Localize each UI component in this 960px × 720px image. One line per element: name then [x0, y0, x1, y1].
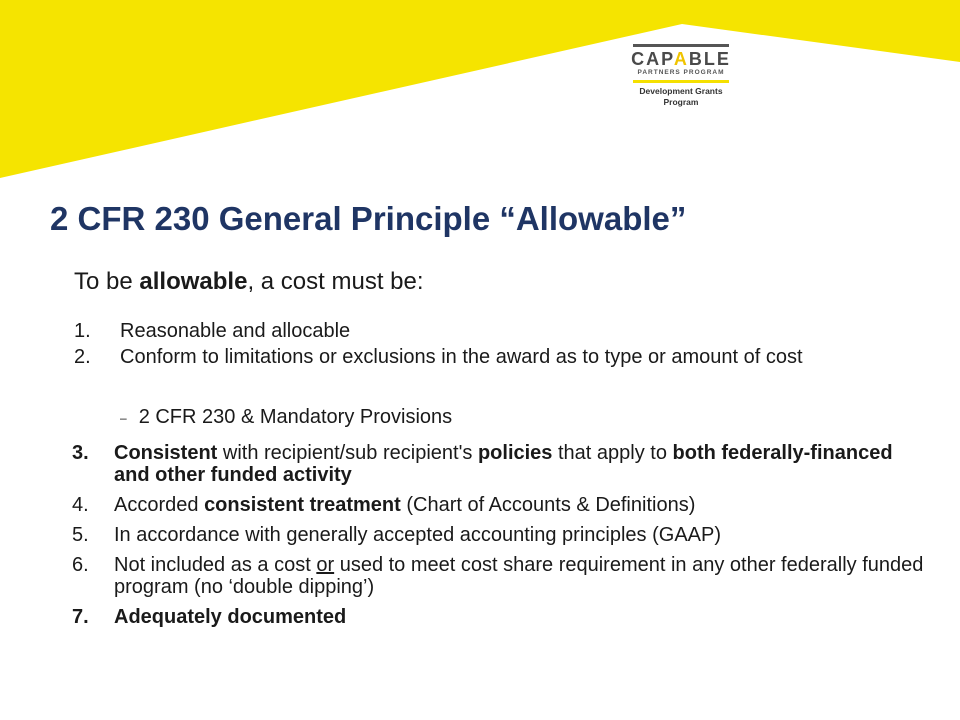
slide-title: 2 CFR 230 General Principle “Allowable” — [50, 200, 687, 237]
list-item-text: Reasonable and allocable — [120, 320, 351, 342]
list-number: 7. — [72, 606, 89, 628]
criteria-list-a — [74, 320, 894, 372]
logo-top-line — [633, 44, 729, 47]
list-item-text: Conform to limitations or exclusions in the award as to type or amount of cost — [120, 346, 803, 368]
list-item: 6. Not included as a cost or used to meet cost share requirement in any other federally funded program (no ‘double dipping’) — [72, 554, 924, 598]
list-number: 2. — [74, 346, 91, 368]
capable-logo — [626, 44, 736, 108]
logo-subtitle: PARTNERS PROGRAM — [637, 69, 725, 76]
logo-yellow-bar — [633, 80, 729, 83]
list-item: 7. Adequately documented — [72, 606, 347, 628]
sub-bullet — [120, 406, 452, 429]
list-number: 1. — [74, 320, 91, 342]
dash-bullet: – — [120, 410, 127, 425]
intro-line: To be allowable, a cost must be: — [74, 268, 424, 295]
list-number: 4. — [72, 494, 89, 516]
list-item — [74, 346, 894, 368]
list-item: 4. Accorded consistent treatment (Chart of Accounts & Definitions) — [72, 494, 696, 516]
list-item: 5. In accordance with generally accepted accounting principles (GAAP) — [72, 524, 721, 546]
logo-grant-text: Development Grants Program — [639, 86, 723, 107]
criteria-list-b — [72, 442, 932, 636]
list-item — [74, 320, 894, 342]
list-number: 6. — [72, 554, 89, 576]
list-item: 3. Consistent with recipient/sub recipient's policies that apply to both federally-financed and other funded activity — [72, 442, 893, 486]
list-number: 3. — [72, 442, 89, 464]
logo-wordmark: CAPABLE — [631, 49, 731, 69]
list-number: 5. — [72, 524, 89, 546]
sub-bullet-text: 2 CFR 230 & Mandatory Provisions — [138, 406, 453, 428]
